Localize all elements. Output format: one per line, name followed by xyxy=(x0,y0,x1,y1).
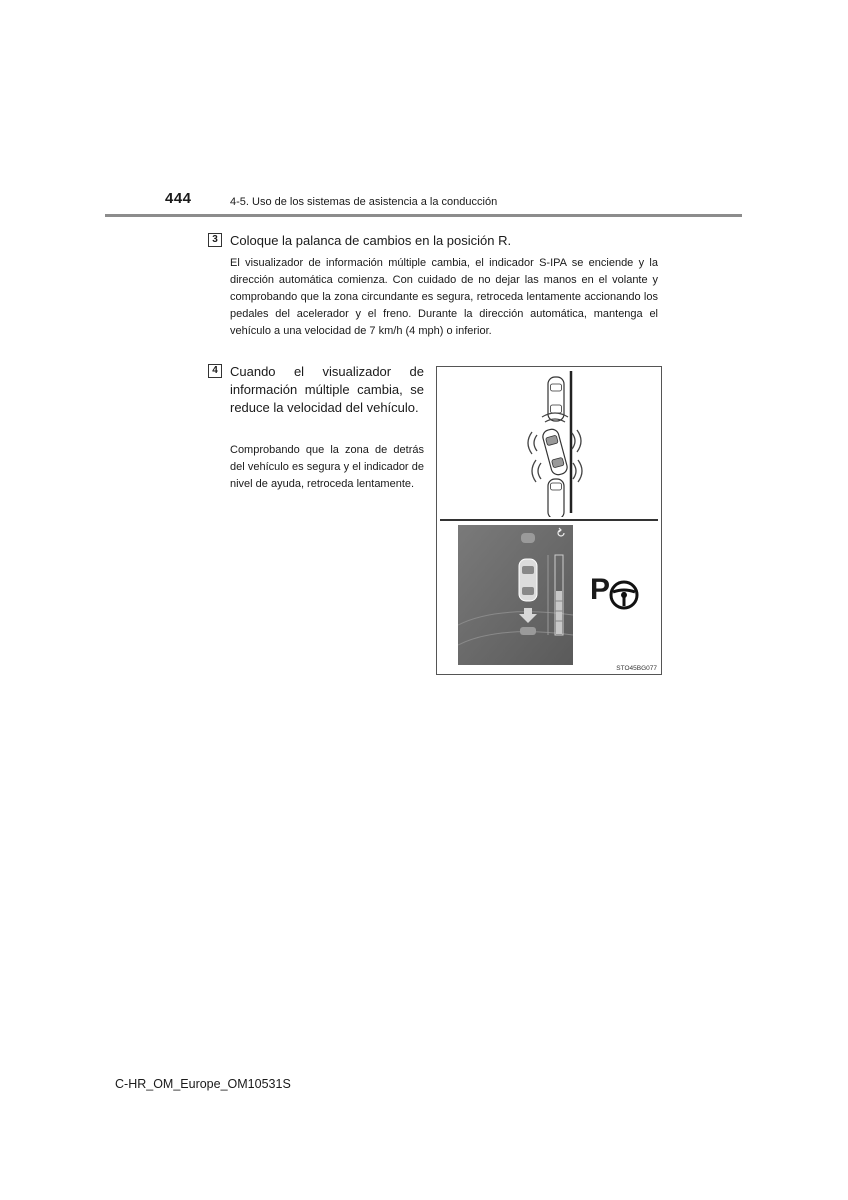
s-ipa-indicator-letter: P xyxy=(590,573,611,606)
section-title: 4-5. Uso de los sistemas de asistencia a la conducción xyxy=(230,196,498,208)
step-title: Cuando el visualizador de información múltiple cambia, se reduce la velocidad del vehículo. xyxy=(230,364,424,415)
page-number: 444 xyxy=(165,190,192,207)
moving-car-icon xyxy=(519,559,537,601)
figure-code: STO45BG077 xyxy=(616,665,657,672)
step-number-badge: 4 xyxy=(208,364,222,378)
parked-car-icon xyxy=(548,479,564,517)
step-number-badge: 3 xyxy=(208,233,222,247)
document-code: C-HR_OM_Europe_OM10531S xyxy=(115,1077,291,1091)
figure-divider xyxy=(440,519,658,521)
multi-information-display xyxy=(458,525,573,665)
steering-wheel-icon xyxy=(608,579,640,611)
parking-maneuver-illustration xyxy=(437,367,661,517)
step-body: El visualizador de información múltiple cambia, el indicador S-IPA se enciende y la dirección automática comienza. Con cuidado de no dejar las manos en el volante y comprobando que la zona circundante es segura, retroceda lentamente accionando los pedales del acelerador y el freno. Durante la dirección automática, mantenga el vehículo a una velocidad de 7 km/h (4 mph) o inferior. xyxy=(230,257,658,337)
moving-car-icon xyxy=(541,428,568,477)
parking-assist-figure xyxy=(436,366,662,675)
step-body: Comprobando que la zona de detrás del vehículo es segura y el indicador de nivel de ayuda, retroceda lentamente. xyxy=(230,444,424,490)
display-graphics xyxy=(458,525,573,665)
step-title: Coloque la palanca de cambios en la posición R. xyxy=(230,233,512,248)
header-rule xyxy=(105,214,742,217)
